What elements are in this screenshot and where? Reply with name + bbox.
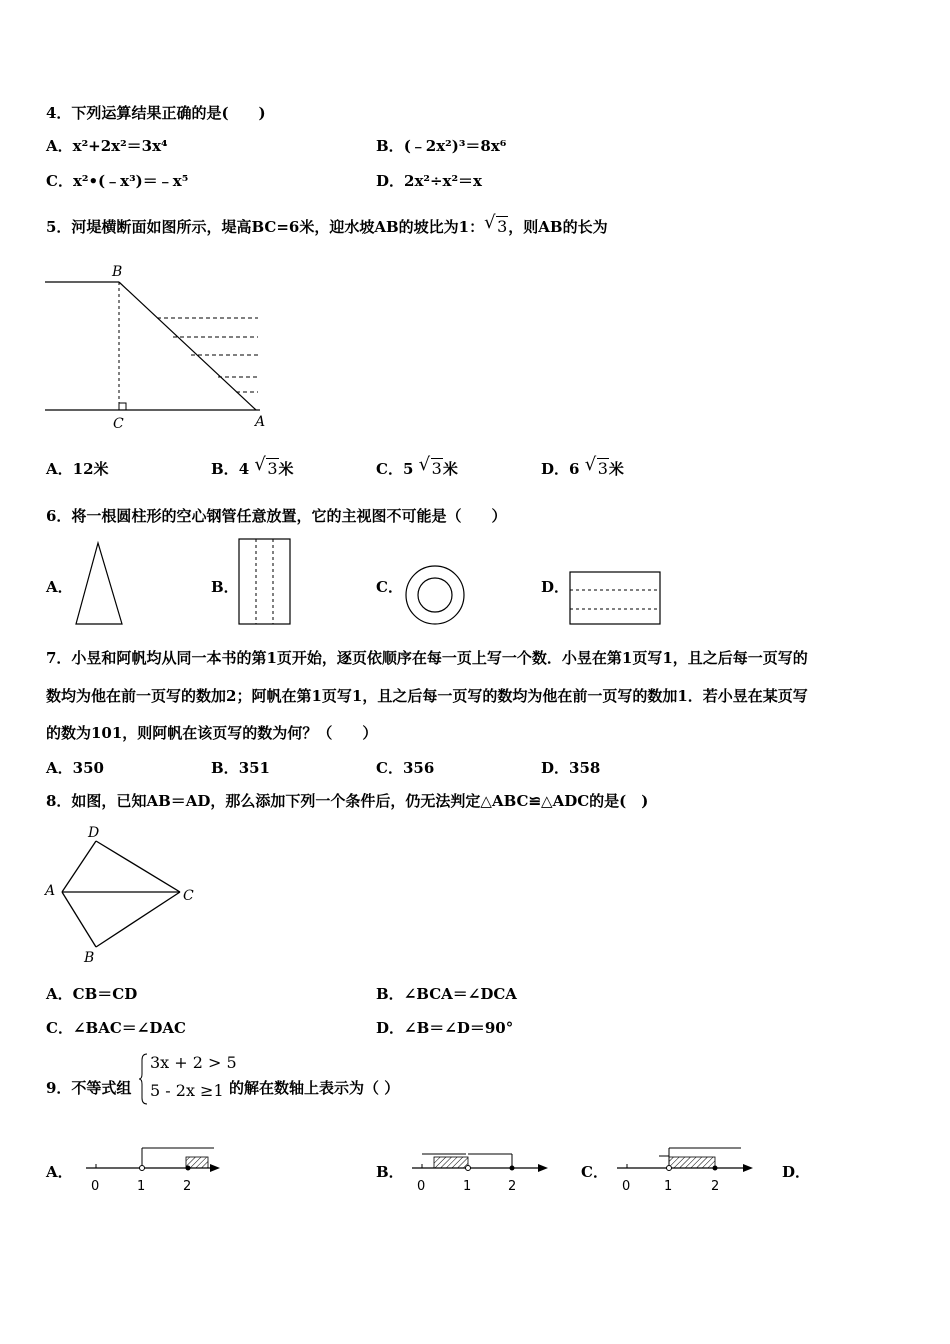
q5-option-a[interactable] bbox=[46, 459, 109, 479]
sqrt-expression: √ 3 bbox=[584, 454, 608, 478]
label-c: C bbox=[183, 888, 194, 904]
option-label: B． bbox=[376, 137, 404, 155]
tick-0: 0 bbox=[91, 1179, 100, 1194]
tick-2: 2 bbox=[711, 1179, 720, 1194]
q7-option-b[interactable] bbox=[211, 758, 270, 778]
option-text: (﹣2x²)³＝8x⁶ bbox=[403, 137, 507, 155]
q9-stem-suffix: 的解在数轴上表示为（ ） bbox=[229, 1079, 400, 1097]
sqrt-expression: √ 3 bbox=[418, 454, 442, 478]
option-label: D． bbox=[541, 460, 570, 478]
label-a: A bbox=[45, 883, 56, 899]
q8-option-a[interactable] bbox=[46, 984, 137, 1004]
option-label: C． bbox=[376, 759, 403, 777]
tick-2: 2 bbox=[183, 1179, 192, 1194]
q5-option-d[interactable] bbox=[541, 454, 624, 479]
q5-option-b[interactable] bbox=[211, 454, 294, 479]
q4-option-d[interactable] bbox=[376, 171, 482, 191]
option-unit: 米 bbox=[442, 460, 458, 478]
option-label: A． bbox=[46, 460, 73, 478]
option-text: 350 bbox=[72, 759, 104, 777]
option-coef: 5 bbox=[402, 460, 414, 478]
label-b: B bbox=[112, 264, 123, 280]
option-label: C． bbox=[46, 1019, 73, 1037]
q8-option-b[interactable] bbox=[376, 984, 517, 1004]
tick-0: 0 bbox=[622, 1179, 631, 1194]
q9-option-c-numberline[interactable] bbox=[611, 1140, 757, 1196]
sqrt-expression: √ 3 bbox=[484, 212, 508, 236]
label-d: D bbox=[88, 825, 100, 841]
option-text: x²+2x²＝3x⁴ bbox=[72, 137, 168, 155]
label-c: C bbox=[113, 416, 124, 432]
q8-option-c[interactable] bbox=[46, 1018, 186, 1038]
tick-1: 1 bbox=[664, 1179, 673, 1194]
option-coef: 4 bbox=[238, 460, 250, 478]
q7-option-c[interactable] bbox=[376, 758, 434, 778]
q6-option-d-label[interactable]: D． bbox=[541, 578, 570, 596]
q6-stem: 6．将一根圆柱形的空心钢管任意放置，它的主视图不可能是（ ） bbox=[46, 507, 507, 525]
sqrt-expression: √ 3 bbox=[254, 454, 278, 478]
option-text: ∠B＝∠D＝90° bbox=[404, 1019, 514, 1037]
option-label: D． bbox=[376, 1019, 405, 1037]
option-text: 351 bbox=[238, 759, 270, 777]
label-b: B bbox=[84, 950, 95, 966]
tick-2: 2 bbox=[508, 1179, 517, 1194]
q6-option-a-triangle[interactable] bbox=[72, 540, 127, 628]
option-text: ∠BAC＝∠DAC bbox=[72, 1019, 186, 1037]
label-a: A bbox=[255, 414, 266, 430]
q5-embankment-figure bbox=[40, 262, 280, 437]
q9-option-c-label[interactable]: C． bbox=[581, 1163, 608, 1181]
option-text: CB＝CD bbox=[72, 985, 138, 1003]
q5-stem-before: 5．河堤横断面如图所示，堤高BC=6米，迎水坡AB的坡比为1： bbox=[46, 218, 485, 236]
q9-option-d-label[interactable]: D． bbox=[782, 1163, 811, 1181]
tick-1: 1 bbox=[137, 1179, 146, 1194]
option-label: D． bbox=[541, 759, 570, 777]
q9-option-b-label[interactable]: B． bbox=[376, 1163, 404, 1181]
inequality-1: 3x + 2 > 5 bbox=[150, 1053, 237, 1072]
q7-stem-line1: 7．小昱和阿帆均从同一本书的第1页开始，逐页依顺序在每一页上写一个数．小昱在第1页写1，且之后每一页写的 bbox=[46, 649, 808, 667]
q6-option-a-label[interactable]: A． bbox=[46, 578, 73, 596]
option-label: D． bbox=[376, 172, 405, 190]
tick-1: 1 bbox=[463, 1179, 472, 1194]
q6-option-b-label[interactable]: B． bbox=[211, 578, 239, 596]
q6-option-c-ring[interactable] bbox=[402, 563, 468, 629]
q8-stem: 8．如图，已知AB＝AD，那么添加下列一个条件后，仍无法判定△ABC≌△ADC的是( ) bbox=[46, 792, 649, 810]
option-text: 358 bbox=[569, 759, 601, 777]
q7-stem-line2: 数均为他在前一页写的数加2；阿帆在第1页写1，且之后每一页写的数均为他在前一页写的数加1．若小昱在某页写 bbox=[46, 687, 808, 705]
option-unit: 米 bbox=[278, 460, 294, 478]
option-coef: 6 bbox=[569, 460, 580, 478]
option-label: A． bbox=[46, 759, 73, 777]
option-text: 12米 bbox=[72, 460, 109, 478]
q9-option-a-numberline[interactable] bbox=[82, 1140, 224, 1196]
q6-option-c-label[interactable]: C． bbox=[376, 578, 403, 596]
option-label: A． bbox=[46, 985, 73, 1003]
q8-option-d[interactable] bbox=[376, 1018, 513, 1038]
option-text: 356 bbox=[402, 759, 435, 777]
q5-stem-after: ，则AB的长为 bbox=[508, 218, 608, 236]
brace-icon bbox=[139, 1052, 149, 1106]
q5-stem bbox=[46, 212, 608, 237]
option-text: ∠BCA＝∠DCA bbox=[403, 985, 517, 1003]
option-text: x²•(﹣x³)＝﹣x⁵ bbox=[72, 172, 189, 190]
q9-option-a-label[interactable]: A． bbox=[46, 1163, 73, 1181]
option-unit: 米 bbox=[608, 460, 624, 478]
tick-0: 0 bbox=[417, 1179, 426, 1194]
q9-stem-prefix: 9．不等式组 bbox=[46, 1079, 132, 1097]
q4-option-c[interactable] bbox=[46, 171, 188, 191]
inequality-2: 5 - 2x ≥1 bbox=[150, 1081, 224, 1100]
option-label: C． bbox=[376, 460, 403, 478]
q4-option-a[interactable] bbox=[46, 136, 168, 156]
option-label: B． bbox=[211, 759, 239, 777]
q4-stem: 4．下列运算结果正确的是( ) bbox=[46, 104, 266, 122]
option-label: B． bbox=[211, 460, 239, 478]
q5-option-c[interactable] bbox=[376, 454, 458, 479]
q7-option-d[interactable] bbox=[541, 758, 600, 778]
option-label: B． bbox=[376, 985, 404, 1003]
q7-option-a[interactable] bbox=[46, 758, 104, 778]
q9-option-b-numberline[interactable] bbox=[406, 1140, 552, 1196]
q6-option-b-tube-rect[interactable] bbox=[237, 537, 293, 627]
option-label: C． bbox=[46, 172, 73, 190]
q4-option-b[interactable] bbox=[376, 136, 506, 156]
q6-option-d-tube-rect[interactable] bbox=[568, 570, 664, 628]
q8-kite-figure bbox=[42, 825, 212, 965]
option-text: 2x²÷x²＝x bbox=[404, 172, 482, 190]
q7-stem-line3: 的数为101，则阿帆在该页写的数为何？（ ） bbox=[46, 724, 378, 742]
option-label: A． bbox=[46, 137, 73, 155]
